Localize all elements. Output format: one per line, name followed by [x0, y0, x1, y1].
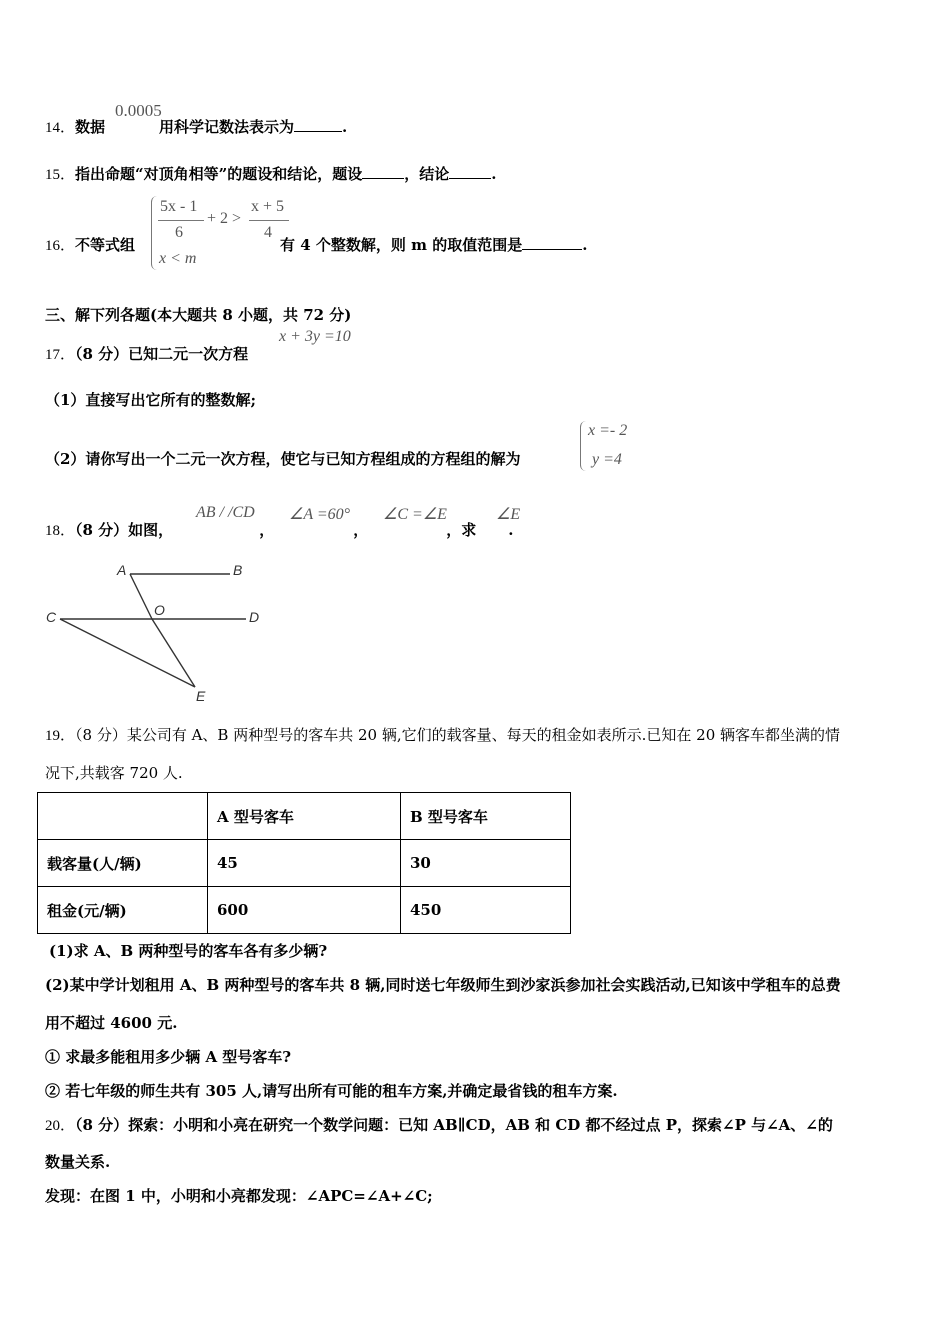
q17-part2: （2）请你写出一个二元一次方程，使它与已知方程组成的方程组的解为	[45, 450, 521, 468]
line-AO	[130, 574, 152, 619]
q19-part4: ② 若七年级的师生共有 305 人,请写出所有可能的租车方案,并确定最省钱的租车方案.	[45, 1082, 618, 1100]
label-A: A	[117, 562, 127, 578]
q18-m4: ∠E	[496, 506, 521, 523]
q19-table	[37, 792, 571, 934]
q18-m1: AB / /CD	[196, 504, 255, 521]
q18-m3: ∠C =∠E	[383, 506, 447, 523]
table-cell: 载客量(人/辆)	[38, 840, 208, 887]
q16-frac2-num: x + 5	[251, 198, 285, 215]
q18-ask: ，求	[446, 521, 477, 539]
label-E: E	[196, 688, 206, 704]
table-row	[38, 840, 571, 887]
table-cell: 租金(元/辆)	[38, 887, 208, 934]
q19-line2: 况下,共载客 720 人.	[45, 764, 183, 782]
q16	[45, 234, 587, 255]
q16-brace	[151, 196, 158, 270]
q15-blank1	[362, 177, 404, 179]
q15-text1: 指出命题“对顶角相等”的题设和结论，题设	[75, 165, 363, 183]
q14-end: .	[342, 118, 348, 136]
label-O: O	[154, 602, 165, 618]
line-CE	[60, 619, 195, 687]
q18-figure	[40, 556, 280, 706]
q20-number: 20．	[45, 1118, 76, 1134]
q16-frac1-num: 5x - 1	[160, 198, 198, 215]
q17-number: 17．	[45, 347, 76, 363]
q20-line1: （8 分）探索：小明和小亮在研究一个数学问题：已知 AB∥CD，AB 和 CD 都不经过点 P，探索∠P 与∠A、∠的	[75, 1116, 833, 1134]
table-header-cell: B 型号客车	[401, 793, 571, 840]
q18-end: .	[508, 521, 514, 539]
q18-comma2: ，	[353, 521, 369, 539]
q17	[45, 343, 248, 364]
q16-post: 有 4 个整数解，则 m 的取值范围是	[280, 236, 523, 254]
table-cell: 45	[208, 840, 401, 887]
q17-part1: （1）直接写出它所有的整数解;	[45, 391, 256, 409]
q15-number: 15．	[45, 167, 76, 183]
q19-part3: ① 求最多能租用多少辆 A 型号客车?	[45, 1048, 292, 1066]
q18-comma1: ，	[259, 521, 275, 539]
table-cell: 30	[401, 840, 571, 887]
q16-mid: + 2 >	[207, 210, 242, 227]
label-D: D	[249, 609, 260, 625]
q15-text2: ，结论	[404, 165, 450, 183]
q20-line3: 发现：在图 1 中，小明和小亮都发现：∠APC=∠A+∠C;	[45, 1187, 433, 1205]
q18-m2: ∠A =60°	[289, 506, 351, 523]
q19-number: 19．	[45, 728, 76, 744]
q19	[45, 724, 840, 745]
q19-line1: （8 分）某公司有 A、B 两种型号的客车共 20 辆,它们的载客量、每天的租金如表所示.已知在 20 辆客车都坐满的情	[75, 726, 841, 744]
q17-sol-x: x =- 2	[588, 422, 628, 439]
q19-part2b: 用不超过 4600 元.	[45, 1014, 178, 1032]
q14-math-value: 0.0005	[115, 101, 162, 120]
q17-brace	[580, 421, 587, 471]
q16-blank	[522, 248, 582, 250]
q18-pre: （8 分）如图，	[75, 521, 174, 539]
q17-pre: （8 分）已知二元一次方程	[75, 345, 249, 363]
q16-number: 16．	[45, 238, 76, 254]
q15-end: .	[491, 165, 497, 183]
q16-frac1-den: 6	[175, 224, 183, 241]
table-header-cell: A 型号客车	[208, 793, 401, 840]
q18-number: 18．	[45, 523, 76, 539]
q14-number: 14．	[45, 120, 76, 136]
table-cell: 600	[208, 887, 401, 934]
q15-blank2	[449, 177, 491, 179]
table-header-row	[38, 793, 571, 840]
q14-pre: 数据	[75, 118, 106, 136]
q19-part2a: (2)某中学计划租用 A、B 两种型号的客车共 8 辆,同时送七年级师生到沙家浜参加社会实践活动,已知该中学租车的总费	[45, 976, 841, 994]
table-cell: 450	[401, 887, 571, 934]
q16-end: .	[582, 236, 588, 254]
q16-pre: 不等式组	[75, 236, 136, 254]
q17-equation: x + 3y =10	[279, 328, 351, 345]
q16-frac2-den: 4	[264, 224, 272, 241]
q19-part1: (1)求 A、B 两种型号的客车各有多少辆?	[49, 942, 328, 960]
q14-blank	[294, 130, 342, 132]
section-3-heading: 三、解下列各题(本大题共 8 小题，共 72 分)	[45, 306, 352, 324]
label-C: C	[46, 609, 57, 625]
q16-ineq2: x < m	[159, 250, 197, 267]
table-header-cell	[38, 793, 208, 840]
q16-frac2-bar	[249, 220, 289, 221]
label-B: B	[233, 562, 243, 578]
q16-frac1-bar	[158, 220, 204, 221]
q14-post: 用科学记数法表示为	[159, 118, 295, 136]
q15	[45, 163, 497, 184]
q20	[45, 1114, 833, 1135]
table-row	[38, 887, 571, 934]
q17-sol-y: y =4	[592, 451, 622, 468]
q14	[45, 116, 347, 137]
q20-line2: 数量关系.	[45, 1153, 111, 1171]
